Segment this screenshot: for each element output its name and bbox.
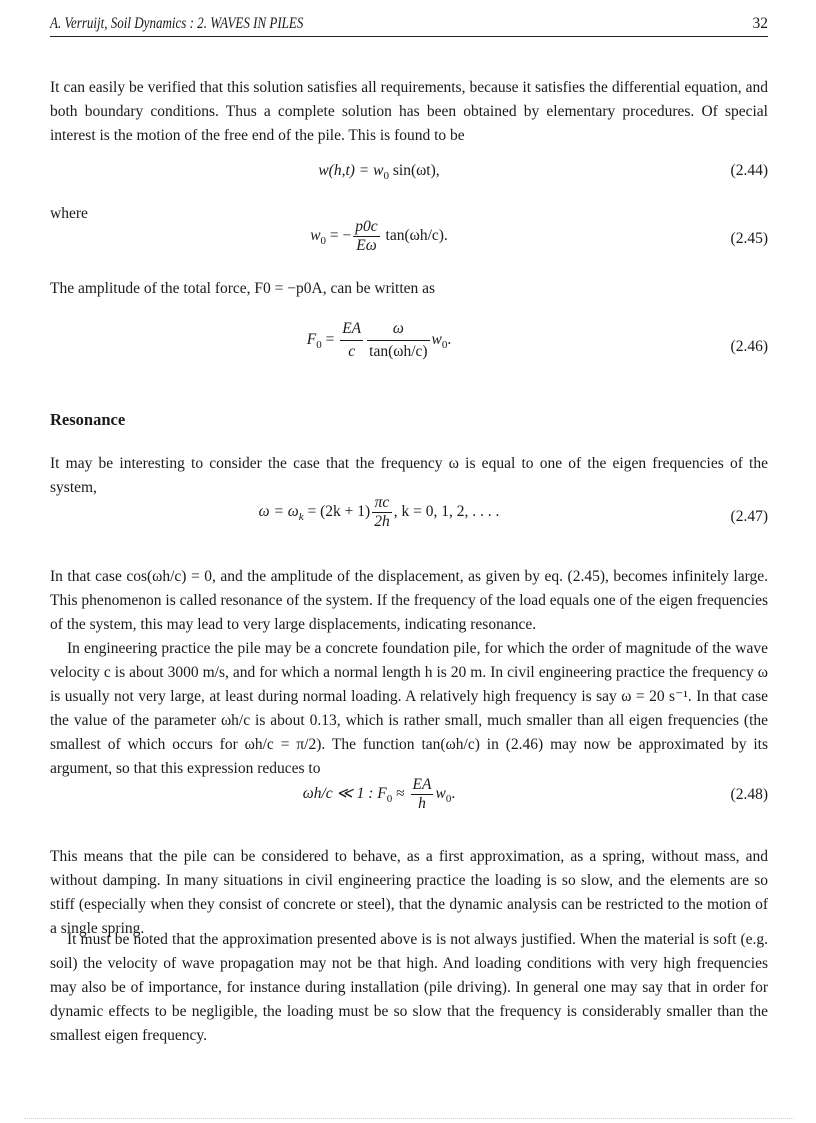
equation-2-46 xyxy=(50,318,768,374)
equation-2-47-body xyxy=(50,494,708,531)
page-number: 32 xyxy=(752,15,768,32)
equation-number-2-46: (2.46) xyxy=(730,338,768,355)
eq-2-47-denominator: 2h xyxy=(374,513,390,530)
footer-divider xyxy=(24,1118,794,1119)
eq-2-46-denominator-1: c xyxy=(348,343,356,360)
eq-2-48-lhs: ωh/c ≪ 1 : F xyxy=(302,785,387,803)
equation-2-48 xyxy=(50,776,768,820)
paragraph-6-block xyxy=(50,845,768,941)
eq-2-48-approx: ≈ xyxy=(392,785,409,803)
eq-2-46-numerator-1: EA xyxy=(340,318,363,341)
equation-2-47 xyxy=(50,494,768,542)
eq-2-45-sign: = − xyxy=(326,227,352,245)
paragraph-7-block xyxy=(50,928,768,1048)
eq-2-46-lhs-sub: 0 xyxy=(316,339,322,352)
running-title: A. Verruijt, Soil Dynamics : 2. WAVES IN PILES xyxy=(50,15,304,32)
paragraph-1: It can easily be verified that this solution satisfies all requirements, because it satisfies the differential equation, and both boundary conditions. Thus a complete solution has been obtained by elementary procedures. Of special interest is the motion of the free end of the pile. This is found to be xyxy=(50,79,768,144)
eq-2-47-mid: = (2k + 1) xyxy=(303,503,371,521)
eq-2-46-numerator-2: ω xyxy=(367,318,429,341)
paragraph-2: The amplitude of the total force, F0 = −p0A, can be written as xyxy=(50,280,436,297)
eq-2-46-lhs: F xyxy=(306,331,317,349)
eq-2-48-rhs-end: . xyxy=(451,785,456,803)
equation-2-45 xyxy=(50,218,768,264)
equation-number-2-44: (2.44) xyxy=(730,162,768,179)
eq-2-46-rhs: w xyxy=(431,331,442,349)
equation-2-46-body xyxy=(50,318,708,363)
eq-2-46-sign: = xyxy=(321,331,339,349)
eq-2-47-lhs: ω = ω xyxy=(258,503,299,521)
eq-2-45-numerator: p0c xyxy=(355,218,378,235)
equation-2-45-body xyxy=(50,218,708,255)
equation-number-2-47: (2.47) xyxy=(730,508,768,525)
section-heading-resonance: Resonance xyxy=(50,410,126,429)
eq-2-48-lhs-sub: 0 xyxy=(386,793,393,806)
running-header xyxy=(50,12,768,37)
eq-2-48-rhs-sub: 0 xyxy=(445,793,452,806)
eq-2-45-rhs: tan(ωh/c). xyxy=(381,227,448,245)
paragraph-6: This means that the pile can be considered to behave, as a first approximation, as a spring, without mass, and without damping. In many situations in civil engineering practice the loading is so slow, and the elements are so stiff (especially when they consist of concrete or steel), that the dynamic analysis can be restricted to the motion of a single spring. xyxy=(50,848,768,937)
paragraph-5-block xyxy=(50,637,768,781)
paragraph-3: It may be interesting to consider the case that the frequency ω is equal to one of the eigen frequencies of the system, xyxy=(50,455,768,496)
eq-2-46-fraction-1 xyxy=(340,318,363,363)
eq-2-46-denominator-2: tan(ωh/c) xyxy=(369,343,428,360)
eq-2-48-numerator: EA xyxy=(412,776,432,793)
eq-2-46-fraction-2 xyxy=(367,318,429,363)
eq-2-47-fraction xyxy=(372,494,392,531)
paragraph-4: In that case cos(ωh/c) = 0, and the amplitude of the displacement, as given by eq. (2.45), becomes infinitely large. This phenomenon is called resonance of the system. If the frequency of the load equals one of the eigen frequencies of the system, this may lead to very large displacements, indicating resonance. xyxy=(50,568,768,633)
eq-2-46-rhs-sub: 0 xyxy=(441,339,448,352)
eq-2-45-fraction xyxy=(353,218,379,255)
paragraph-3-block xyxy=(50,452,768,500)
equation-number-2-45: (2.45) xyxy=(730,230,768,247)
eq-2-44-lhs: w(h,t) = w xyxy=(318,162,384,179)
equation-2-44 xyxy=(50,160,768,186)
eq-2-47-rhs: , k = 0, 1, 2, . . . . xyxy=(393,503,500,521)
eq-2-45-denominator: Eω xyxy=(356,237,377,254)
eq-2-44-sub: 0 xyxy=(383,170,389,183)
equation-2-44-body xyxy=(50,162,708,182)
equation-number-2-48: (2.48) xyxy=(730,786,768,803)
paragraph-7: It must be noted that the approximation presented above is is not always justified. When the material is soft (e.g. soil) the velocity of wave propagation may not be that high. And loading conditions with very high frequencies may also be of importance, for instance during installation (pile driving). In general one may say that in order for dynamic effects to be negligible, the loading must be so slow that the frequency is considerably smaller than the smallest eigen frequency. xyxy=(50,931,768,1044)
paragraph-2-block xyxy=(50,277,768,301)
equation-2-48-body xyxy=(50,776,708,813)
eq-2-44-rhs: sin(ωt), xyxy=(388,162,440,179)
eq-2-47-lhs-sub: k xyxy=(298,511,304,524)
eq-2-46-rhs-end: . xyxy=(447,331,452,349)
eq-2-48-fraction xyxy=(411,776,434,813)
paragraph-4-block xyxy=(50,565,768,637)
eq-2-48-rhs: w xyxy=(435,785,446,803)
eq-2-45-lhs-sub: 0 xyxy=(320,235,327,248)
paragraph-5: In engineering practice the pile may be a concrete foundation pile, for which the order of magnitude of the wave velocity c is about 3000 m/s, and for which a normal length h is 20 m. In civil engineering practice the frequency ω is usually not very large, at least during normal loading. A relatively high frequency is say ω = 20 s⁻¹. In that case the value of the parameter ωh/c is about 0.13, which is rather small, much smaller than all eigen frequencies (the smallest of which occurs for ωh/c = π/2). The function tan(ωh/c) in (2.46) may now be approximated by its argument, so that this expression reduces to xyxy=(50,640,768,777)
eq-2-48-denominator: h xyxy=(418,795,426,812)
eq-2-47-numerator: πc xyxy=(372,494,392,513)
where-word: where xyxy=(50,205,88,222)
eq-2-45-lhs: w xyxy=(310,227,321,245)
paragraph-1-block xyxy=(50,76,768,148)
